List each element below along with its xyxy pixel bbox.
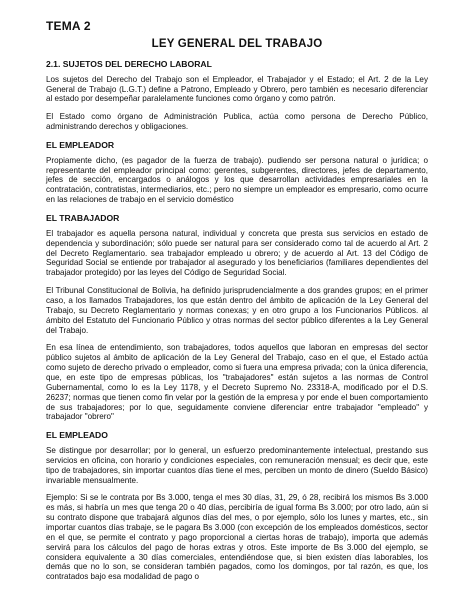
paragraph-ejemplo: Ejemplo: Si se le contrata por Bs 3.000, tenga el mes 30 días, 31, 29, ó 28, recibirá los mismos Bs 3.000 es más, si habría un mes que tenga 20 o 40 días, percibiría de igual forma Bs 3.000; por otro lado, aún si su contrato dispone que trabajará algunos días del mes, o por ejemplo, sólo los lunes y martes, etc., sin importar cuantos días trabaje, se le pagara Bs 3.000 (con excepción de los empleados domésticos, sector en el que, se permite el contrato y pago proporcional a ciertas horas de trabajo), importa que además servirá para los cálculos del pago de horas extras y otros. Este importe de Bs 3.000 del ejemplo, se considera equivalente a 30 días comerciales, entendiéndose que, si bien existen días laborables, los demás que no lo son, se consideran también pagados, como los domingos, por tal razón, es que, los contratados bajo esa modalidad de pago o	[46, 493, 428, 582]
paragraph-tribunal: El Tribunal Constitucional de Bolivia, ha definido jurisprudencialmente a dos grandes grupos; en el primer caso, a los llamados Trabajadores, los que están dentro del ámbito de aplicación de la Ley General del Trabajo, su Decreto Reglamentario y normas conexas; y en otro grupo a los Funcionarios Públicos. al ámbito del Estatuto del Funcionario Público y otras normas del sector público diferentes a la Ley General del Trabajo.	[46, 286, 428, 335]
paragraph-estado: El Estado como órgano de Administración Publica, actúa como persona de Derecho Público, administrando derechos y obligaciones.	[46, 112, 428, 132]
document-title: LEY GENERAL DEL TRABAJO	[151, 38, 323, 50]
paragraph-entendimiento: En esa línea de entendimiento, son trabajadores, todos aquellos que laboran en empresas del sector público sujetos al ámbito de aplicación de la Ley General del Trabajo, caso en el que, el Estado actúa como sujeto de derecho privado o empleador, como si fuera una empresa privada; con la única diferencia, que, en este tipo de empresas públicas, los "trabajadores" están sujetos a las normas de Control Gubernamental, como lo es la Ley 1178, y el Decreto Supremo No. 23318-A, modificado por el D.S. 26237; normas que tienen como fin velar por la gestión de la empresa y por ende el buen comportamiento de sus trabajadores; por lo que, seguidamente conviene diferenciar entre trabajador "empleado" y trabajador "obrero"	[46, 343, 428, 422]
chapter-label: TEMA 2	[46, 19, 91, 33]
section-heading-trabajador: EL TRABAJADOR	[46, 213, 120, 224]
paragraph-sujetos: Los sujetos del Derecho del Trabajo son el Empleador, el Trabajador y el Estado; el Art. 2 de la Ley General de Trabajo (L.G.T.) define a Patrono, Empleado y Obrero, pero también es necesario diferenciar al estado por desempeñar paralelamente funciones como órgano y como patrón.	[46, 74, 428, 104]
paragraph-trabajador-definicion: El trabajador es aquella persona natural, individual y concreta que presta sus servicios en estado de dependencia y subordinación; sólo puede ser natural para ser considerado como tal de acuerdo al Art. 2 del Decreto Reglamentario. sea trabajador empleado u obrero; y de acuerdo al Art. 13 del Código de Seguridad Social se entiende por trabajador al asegurado y los beneficiarios (familiares dependientes del trabajador protegido) por las leyes del Código de Seguridad Social.	[46, 228, 428, 278]
section-heading-empleado: EL EMPLEADO	[46, 430, 108, 441]
paragraph-empleador: Propiamente dicho, (es pagador de la fuerza de trabajo). pudiendo ser persona natural o jurídica; o representante del empleador principal como: gerentes, subgerentes, directores, jefes de departamento, jefes de sección, encargados o análogos y los que desarrollan actividades empresariales en la contratación, contratistas, intermediarios, etc.; pero no siempre un empleador es empresario, como ocurre en las relaciones de trabajo en el servicio doméstico	[46, 155, 428, 205]
section-heading-sujetos: 2.1. SUJETOS DEL DERECHO LABORAL	[46, 59, 212, 69]
paragraph-empleado: Se distingue por desarrollar; por lo general, un esfuerzo predominantemente intelectual, prestando sus servicios en oficina, con horario y condiciones especiales, con remuneración mensual; es decir que, este tipo de trabajadores, sin importar cuantos días tiene el mes, perciben un monto de dinero (Sueldo Básico) invariable mensualmente.	[46, 446, 428, 485]
section-heading-empleador: EL EMPLEADOR	[46, 140, 115, 151]
